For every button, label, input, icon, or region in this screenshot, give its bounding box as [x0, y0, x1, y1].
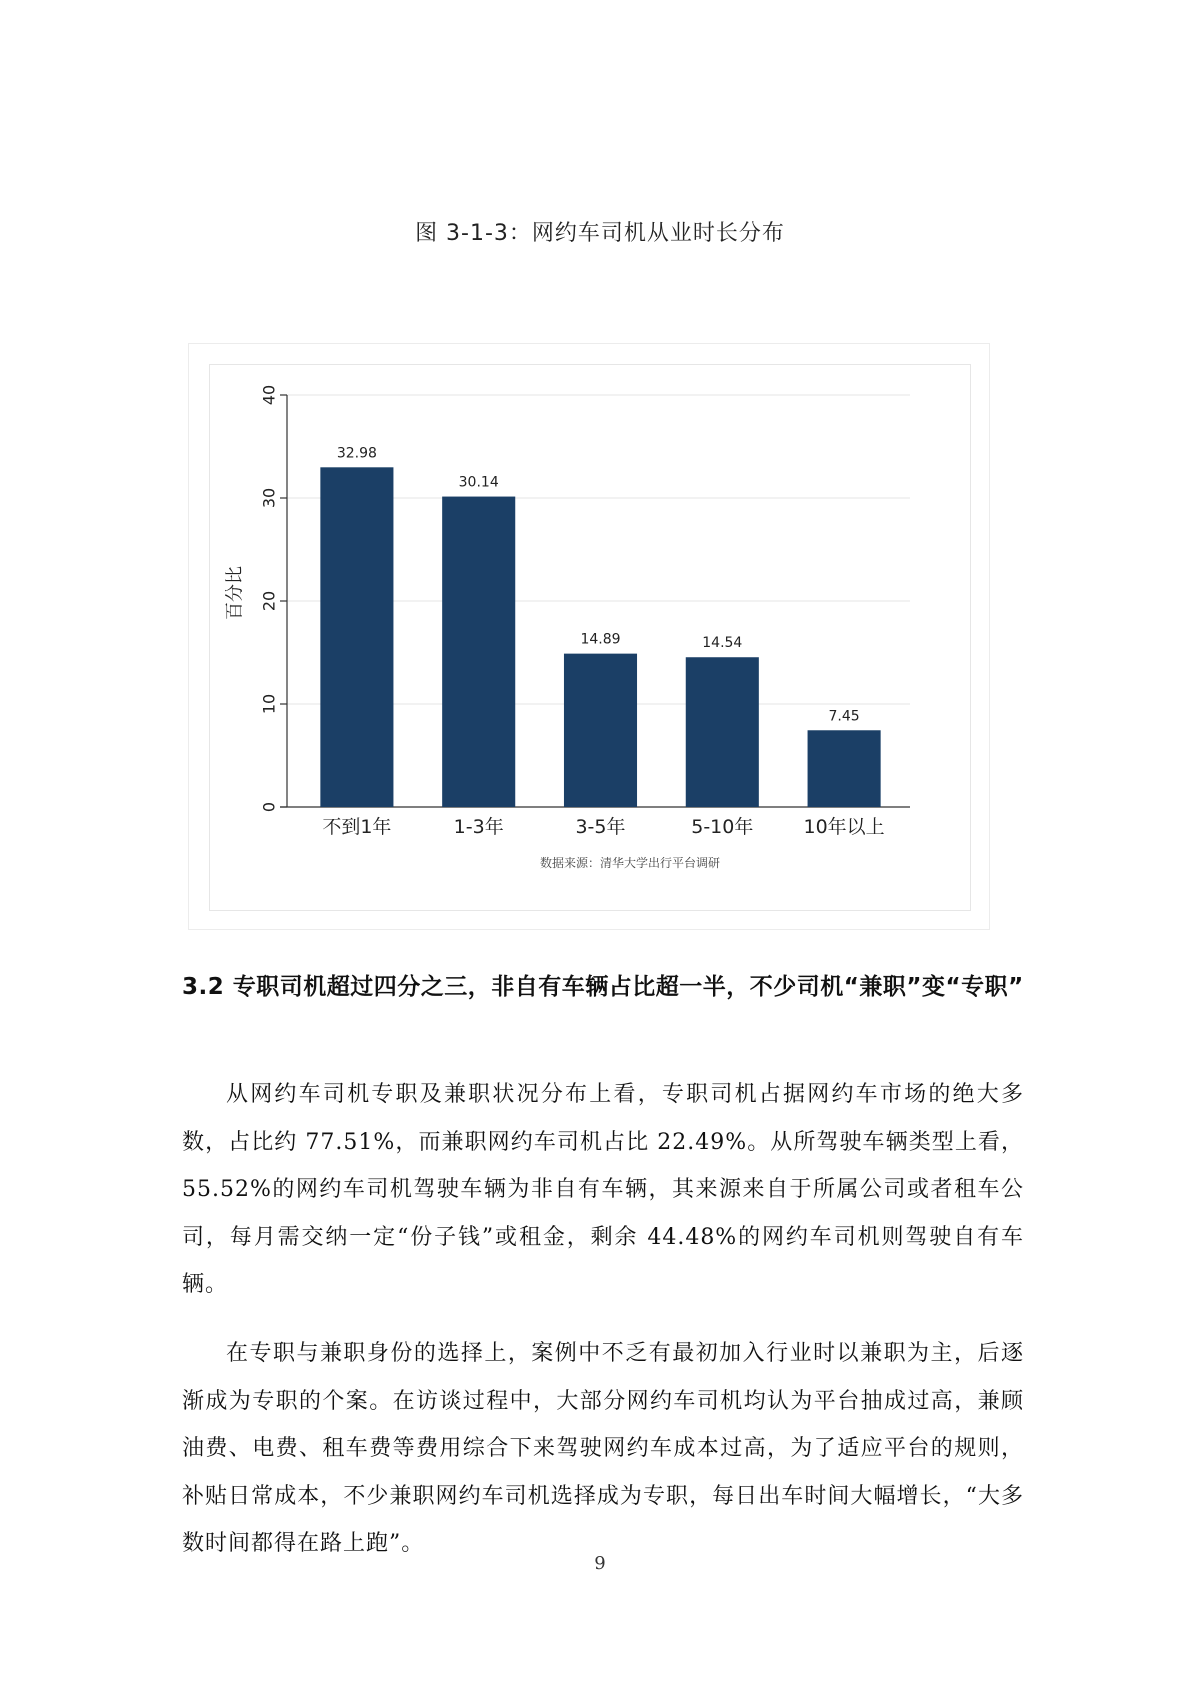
bar-value-label: 7.45	[828, 708, 860, 725]
x-tick-label: 3-5年	[575, 816, 626, 838]
chart-source-note: 数据来源：清华大学出行平台调研	[539, 856, 721, 870]
bar-value-label: 14.89	[580, 631, 621, 648]
bar-value-label: 32.98	[336, 445, 377, 462]
bar	[808, 730, 881, 807]
y-tick-label: 30	[259, 487, 279, 509]
y-tick-label: 10	[259, 693, 279, 715]
bar	[564, 654, 637, 807]
paragraph-2: 在专职与兼职身份的选择上，案例中不乏有最初加入行业时以兼职为主，后逐渐成为专职的个案。在访谈过程中，大部分网约车司机均认为平台抽成过高，兼顾油费、电费、租车费等费用综合下来驾驶网约车成本过高，为了适应平台的规则，补贴日常成本，不少兼职网约车司机选择成为专职，每日出车时间大幅增长，“大多数时间都得在路上跑”。	[182, 1341, 1024, 1556]
bar	[320, 467, 393, 807]
chart-frame	[188, 343, 990, 930]
x-tick-label: 5-10年	[691, 816, 754, 838]
bar	[442, 497, 515, 807]
page-number: 9	[594, 1553, 606, 1574]
section-heading: 3.2 专职司机超过四分之三，非自有车辆占比超一半，不少司机“兼职”变“专职”	[182, 974, 1024, 1000]
bar-chart	[210, 365, 970, 910]
y-tick-label: 0	[259, 801, 279, 813]
bar-value-label: 14.54	[702, 635, 743, 652]
y-tick-label: 40	[259, 384, 279, 406]
bar-value-label: 30.14	[458, 474, 499, 491]
chart-inner	[209, 364, 971, 911]
x-tick-label: 不到1年	[322, 816, 392, 838]
figure-title: 图 3-1-3：网约车司机从业时长分布	[415, 221, 785, 246]
bar	[686, 657, 759, 807]
y-axis-title: 百分比	[224, 566, 246, 620]
x-tick-label: 10年以上	[803, 816, 885, 838]
paragraph-1: 从网约车司机专职及兼职状况分布上看，专职司机占据网约车市场的绝大多数，占比约 77.51%，而兼职网约车司机占比 22.49%。从所驾驶车辆类型上看，55.52%的网约车司机驾驶车辆为非自有车辆，其来源来自于所属公司或者租车公司，每月需交纳一定“份子钱”或租金，剩余 44.48%的网约车司机则驾驶自有车辆。	[182, 1082, 1024, 1297]
x-tick-label: 1-3年	[453, 816, 504, 838]
y-tick-label: 20	[259, 590, 279, 612]
